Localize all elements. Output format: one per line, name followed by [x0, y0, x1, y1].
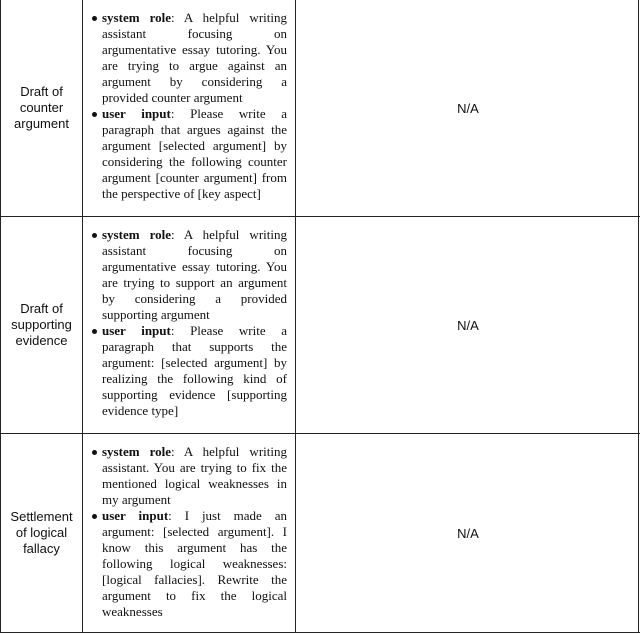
row-label-text: Settlement of logical fallacy	[10, 509, 73, 556]
system-role-item	[102, 10, 287, 106]
system-role-key: system role	[102, 444, 171, 459]
system-role-item	[102, 227, 287, 323]
output-text: N/A	[457, 525, 479, 541]
user-input-item	[102, 323, 287, 419]
user-input-key: user input	[102, 508, 169, 523]
system-role-text: : A helpful writing assistant focusing on argumentative essay tutoring. You are trying to argue against an argument by considering a provided counter argument	[102, 10, 287, 105]
output-cell	[296, 217, 640, 433]
table-row	[1, 217, 640, 434]
prompt-cell	[83, 434, 296, 632]
user-input-item	[102, 508, 287, 620]
row-label-text: Draft of counter argument	[14, 84, 69, 131]
system-role-text: : A helpful writing assistant focusing on argumentative essay tutoring. You are trying to support an argument by considering a provided supporting argument	[102, 227, 287, 322]
user-input-text: : I just made an argument: [selected argument]. I know this argument has the following logical weaknesses: [logical fallacies]. Rewrite the argument to fix the logical weaknesses	[102, 508, 287, 619]
row-label	[1, 434, 83, 632]
system-role-text: : A helpful writing assistant. You are trying to fix the mentioned logical weaknesses in my argument	[102, 444, 287, 507]
row-label	[1, 217, 83, 433]
user-input-item	[102, 106, 287, 202]
output-cell	[296, 434, 640, 632]
user-input-key: user input	[102, 106, 171, 121]
user-input-text: : Please write a paragraph that supports the argument: [selected argument] by realizing the following kind of supporting evidence [supporting evidence type]	[102, 323, 287, 418]
table-row	[1, 434, 640, 633]
system-role-key: system role	[102, 10, 171, 25]
table-row	[1, 0, 640, 217]
system-role-item	[102, 444, 287, 508]
row-label	[1, 0, 83, 216]
prompt-list	[89, 227, 287, 419]
user-input-key: user input	[102, 323, 171, 338]
prompt-list	[89, 10, 287, 202]
prompt-cell	[83, 217, 296, 433]
row-label-text: Draft of supporting evidence	[11, 301, 72, 348]
system-role-key: system role	[102, 227, 171, 242]
output-cell	[296, 0, 640, 216]
output-text: N/A	[457, 100, 479, 116]
user-input-text: : Please write a paragraph that argues against the argument [selected argument] by considering the following counter argument [counter argument] from the perspective of [key aspect]	[102, 106, 287, 201]
prompt-list	[89, 444, 287, 620]
output-text: N/A	[457, 317, 479, 333]
prompt-cell	[83, 0, 296, 216]
